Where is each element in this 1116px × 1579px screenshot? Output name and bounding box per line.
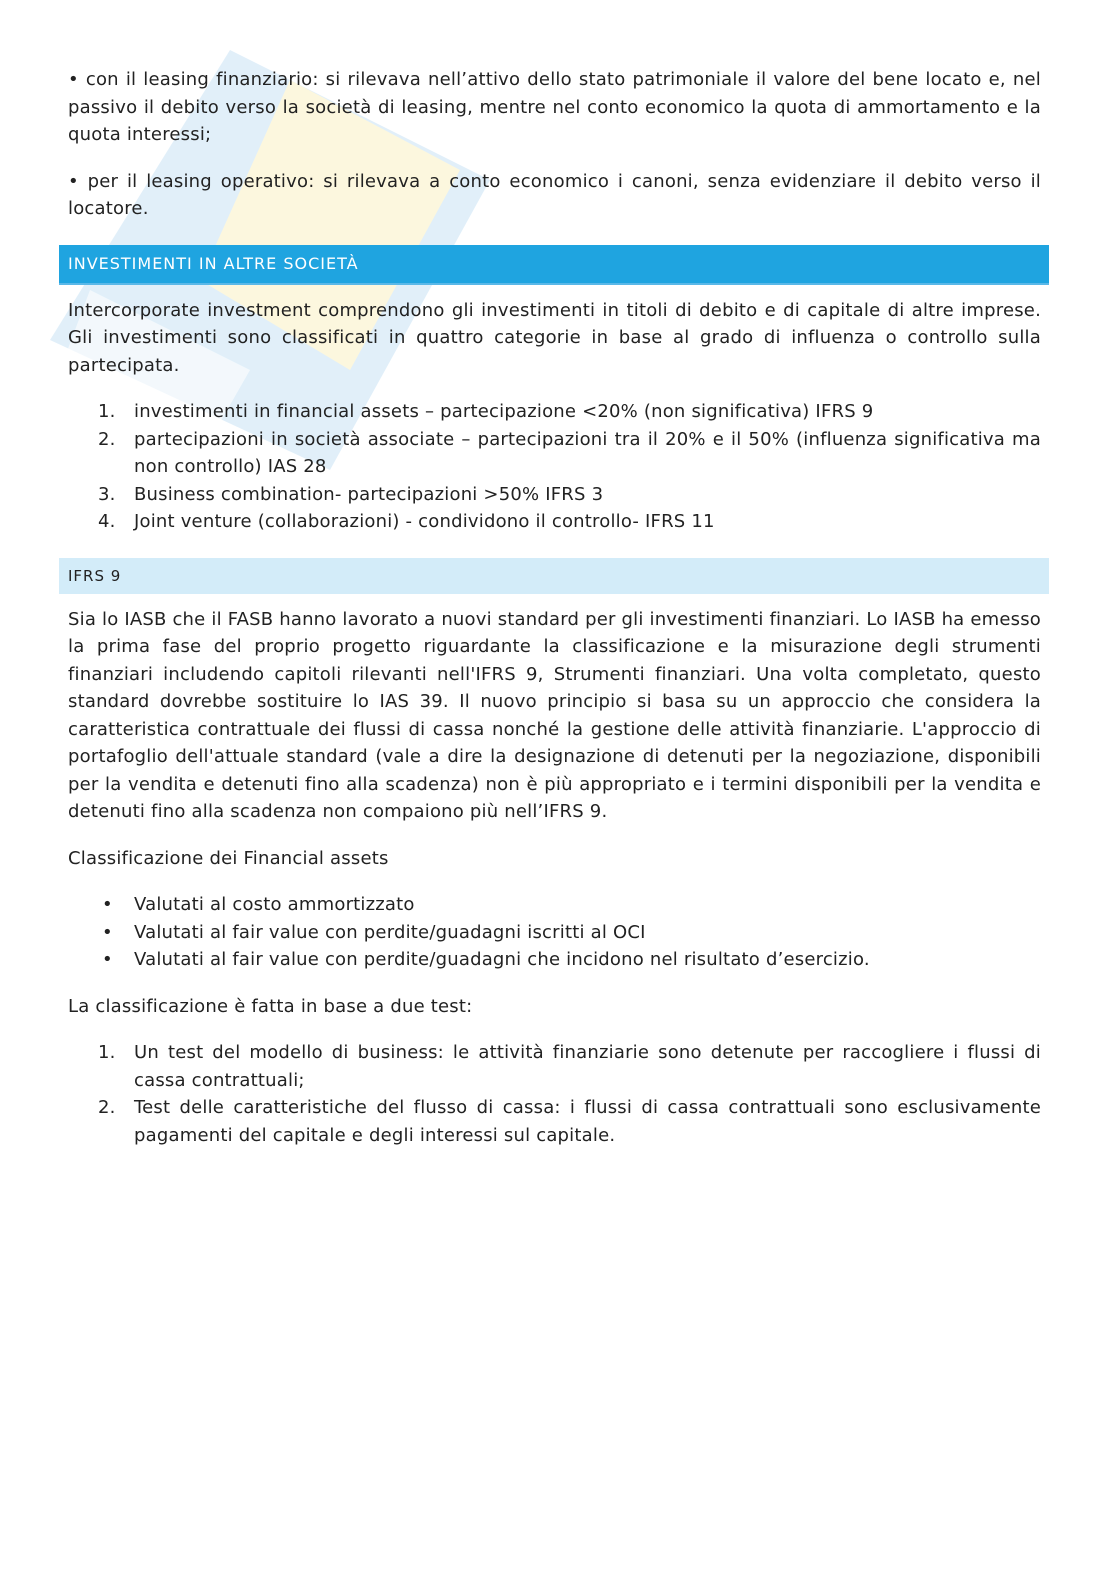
- list-item: 1. investimenti in financial assets – partecipazione <20% (non significativa) IFRS 9: [98, 401, 874, 422]
- list-item: 4. Joint venture (collaborazioni) - condividono il controllo- IFRS 11: [98, 511, 715, 532]
- categories-list: [68, 398, 1041, 536]
- bullet-icon: •: [102, 949, 113, 970]
- tests-list: [68, 1039, 1041, 1149]
- paragraph-leasing-operativo: • per il leasing operativo: si rilevava a conto economico i canoni, senza evidenziare il debito verso il locatore.: [68, 170, 1041, 219]
- paragraph-ifrs9: Sia lo IASB che il FASB hanno lavorato a nuovi standard per gli investimenti finanziari. Lo IASB ha emesso la prima fase del proprio progetto riguardante la classificazione e la misurazione degli strumenti finanziari includendo capitoli rilevanti nell'IFRS 9, Strumenti finanziari. Una volta completato, questo standard dovrebbe sostituire lo IAS 39. Il nuovo principio si basa su un approccio che considera la caratteristica contrattuale dei flussi di cassa nonché la gestione delle attività finanziarie. L'approccio di portafoglio dell'attuale standard (vale a dire la designazione di detenuti per la negoziazione, disponibili per la vendita e detenuti fino alla scadenza) non è più appropriato e i termini disponibili per la vendita e detenuti fino alla scadenza non compaiono più nell’IFRS 9.: [68, 608, 1041, 822]
- section-heading-investimenti: INVESTIMENTI IN ALTRE SOCIETÀ: [59, 245, 1049, 285]
- paragraph-intercorporate: Intercorporate investment comprendono gli investimenti in titoli di debito e di capitale di altre imprese. Gli investimenti sono classificati in quattro categorie in base al grado di influenza o controllo sulla partecipata.: [68, 299, 1041, 376]
- bullet-icon: •: [102, 921, 113, 943]
- bullet-icon: •: [102, 894, 113, 915]
- list-item: 2. Test delle caratteristiche del flusso di cassa: i flussi di cassa contrattuali sono esclusivamente pagamenti del capitale e degli interessi sul capitale.: [98, 1097, 1041, 1146]
- classification-bullets: [68, 891, 1041, 974]
- classification-title: Classificazione dei Financial assets: [68, 847, 389, 869]
- document-content: [68, 66, 1041, 1149]
- list-item: • Valutati al costo ammortizzato: [68, 891, 1041, 919]
- list-item: • Valutati al fair value con perdite/guadagni iscritti al OCI: [68, 919, 1041, 947]
- list-item: • Valutati al fair value con perdite/guadagni che incidono nel risultato d’esercizio.: [68, 946, 1041, 974]
- list-item: 3. Business combination- partecipazioni >50% IFRS 3: [98, 483, 604, 505]
- list-item: 2. partecipazioni in società associate – partecipazioni tra il 20% e il 50% (influenza significativa ma non controllo) IAS 28: [98, 428, 1041, 477]
- section-heading-ifrs9: IFRS 9: [59, 558, 1049, 594]
- paragraph-leasing-finanziario: • con il leasing finanziario: si rilevava nell’attivo dello stato patrimoniale il valore del bene locato e, nel passivo il debito verso la società di leasing, mentre nel conto economico la quota di ammortamento e la quota interessi;: [68, 69, 1041, 145]
- tests-intro: La classificazione è fatta in base a due test:: [68, 995, 473, 1017]
- list-item: 1. Un test del modello di business: le attività finanziarie sono detenute per raccogliere i flussi di cassa contrattuali;: [98, 1042, 1041, 1091]
